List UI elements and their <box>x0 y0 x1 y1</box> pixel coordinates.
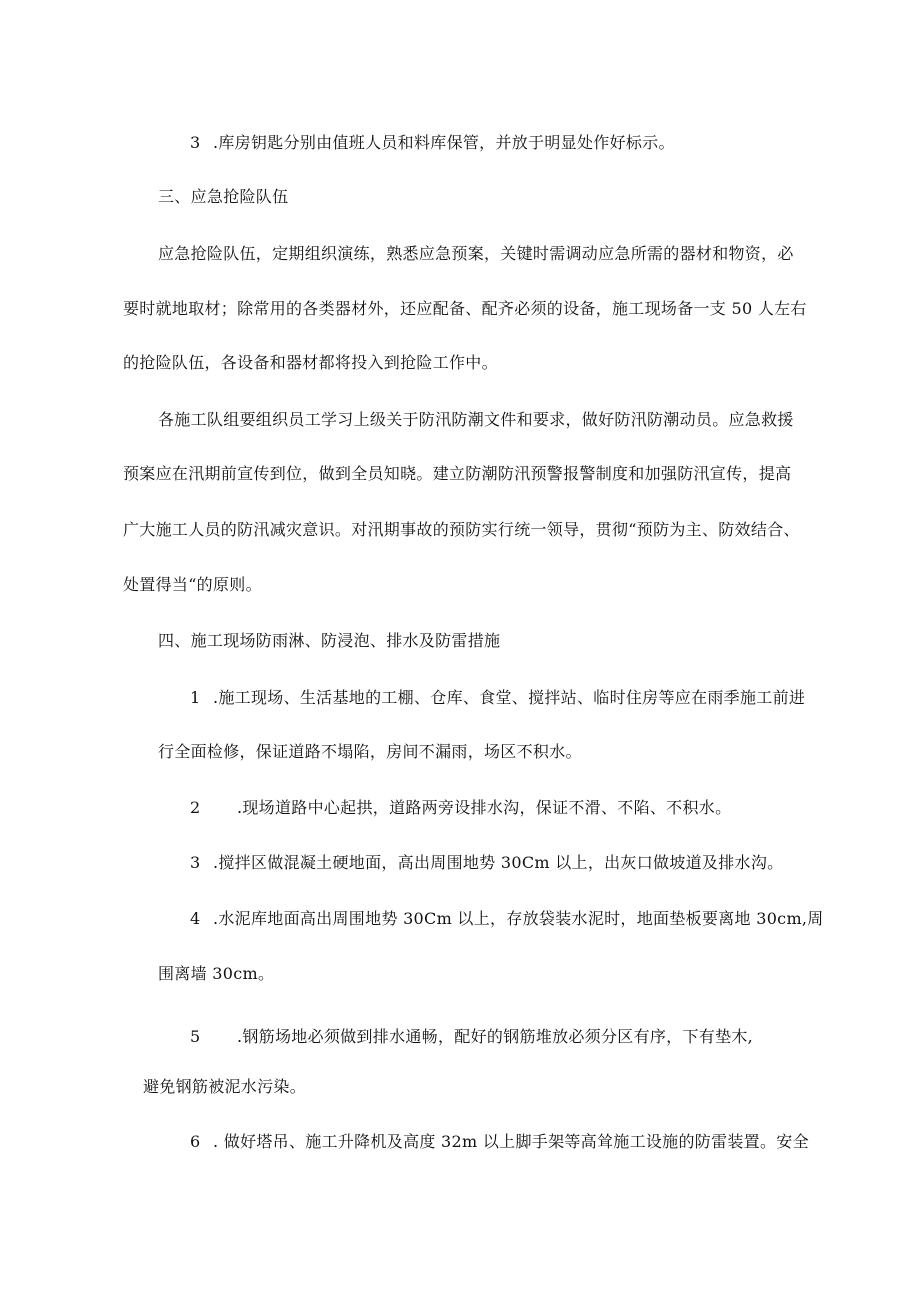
paragraph-line: 的抢险队伍，各设备和器材都将投入到抢险工作中。 <box>123 353 498 372</box>
list-item-text: .现场道路中心起拱，道路两旁设排水沟，保证不滑、不陷、不积水。 <box>237 798 732 817</box>
list-item-text: . 做好塔吊、施工升降机及高度 32m 以上脚手架等高耸施工设施的防雷装置。安全 <box>213 1132 809 1151</box>
list-item-text: .水泥库地面高出周围地势 30Cm 以上，存放袋装水泥时，地面垫板要离地 30cm,周 <box>213 909 824 928</box>
paragraph-line: 广大施工人员的防汛减灾意识。对汛期事故的预防实行统一领导，贯彻“预防为主、防效结合、 <box>123 520 800 539</box>
paragraph-line: 各施工队组要组织员工学习上级关于防汛防潮文件和要求，做好防汛防潮动员。应急救援 <box>158 410 794 429</box>
list-item-text: 行全面检修，保证道路不塌陷，房间不漏雨，场区不积水。 <box>158 742 582 761</box>
list-number: 3 <box>190 133 201 152</box>
section-heading: 四、施工现场防雨淋、防浸泡、排水及防雷措施 <box>158 631 501 650</box>
list-item-text: .钢筋场地必须做到排水通畅，配好的钢筋堆放必须分区有序，下有垫木, <box>237 1027 754 1046</box>
list-number: 2 <box>190 798 201 817</box>
list-number: 3 <box>190 853 201 872</box>
list-item-text: .搅拌区做混凝土硬地面，高出周围地势 30Cm 以上，出灰口做坡道及排水沟。 <box>213 853 784 872</box>
list-item-text: 围离墙 30cm。 <box>158 964 275 983</box>
list-number: 5 <box>190 1027 201 1046</box>
list-item-text: 避免钢筋被泥水污染。 <box>143 1077 307 1096</box>
paragraph-line: 要时就地取材；除常用的各类器材外，还应配备、配齐必须的设备，施工现场备一支 50 人左右 <box>123 299 807 318</box>
list-item-text: .施工现场、生活基地的工棚、仓库、食堂、搅拌站、临时住房等应在雨季施工前进 <box>213 688 806 707</box>
paragraph-line: 处置得当“的原则。 <box>123 575 262 594</box>
list-number: 4 <box>190 909 201 928</box>
paragraph-line: 应急抢险队伍，定期组织演练，熟悉应急预案，关键时需调动应急所需的器材和物资，必 <box>158 244 794 263</box>
list-item-text: .库房钥匙分别由值班人员和料库保管，并放于明显处作好标示。 <box>213 133 675 152</box>
list-number: 1 <box>190 688 201 707</box>
section-heading: 三、应急抢险队伍 <box>158 187 289 206</box>
paragraph-line: 预案应在汛期前宣传到位，做到全员知晓。建立防潮防汛预警报警制度和加强防汛宣传，提高 <box>123 464 792 483</box>
list-number: 6 <box>190 1132 201 1151</box>
